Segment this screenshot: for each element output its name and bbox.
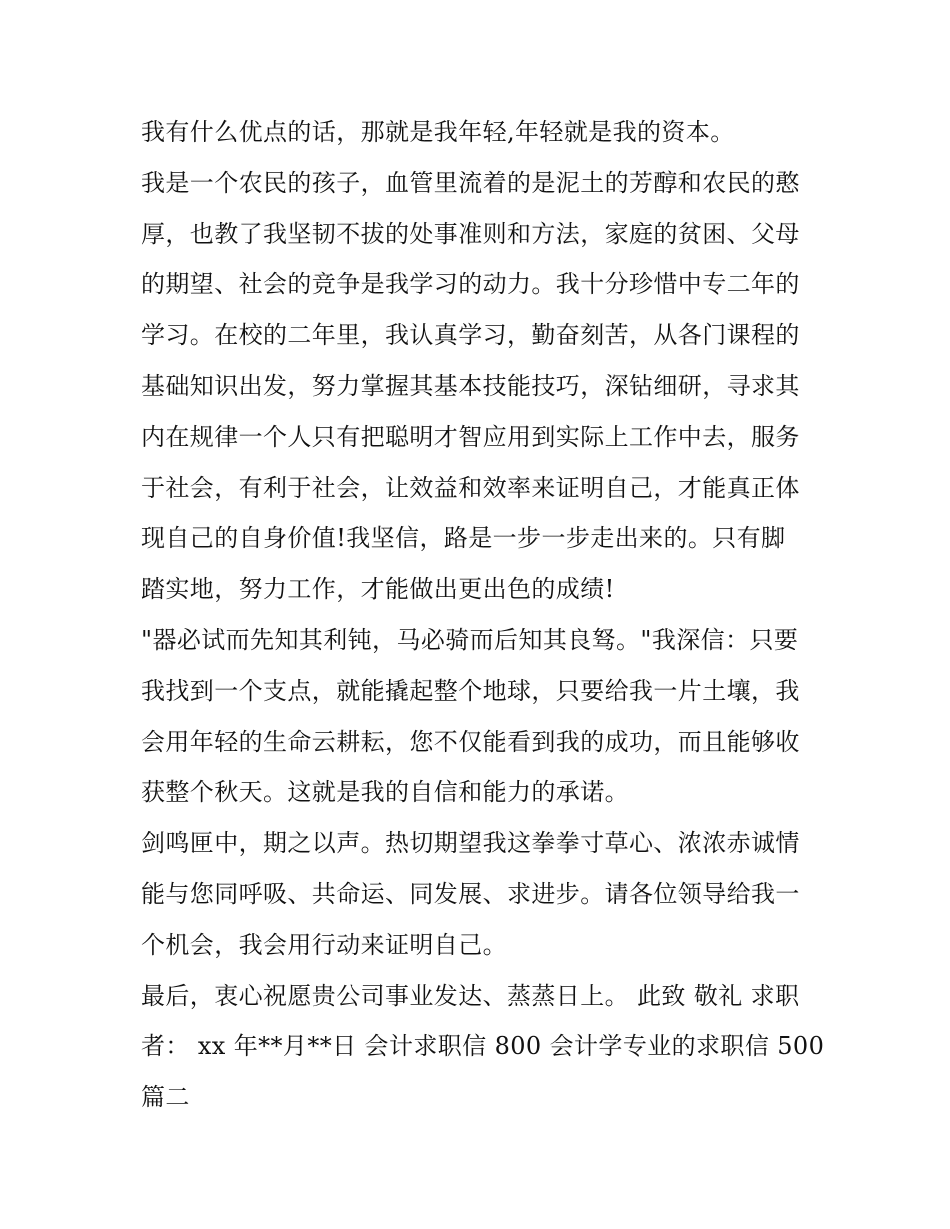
text-line: 我是一个农民的孩子，血管里流着的是泥土的芳醇和农民的憨 [141, 168, 800, 197]
text-line: 能与您同呼吸、共命运、同发展、求进步。请各位领导给我一 [141, 879, 800, 908]
text-line: 剑鸣匣中，期之以声。热切期望我这拳拳寸草心、浓浓赤诚情 [141, 829, 800, 858]
text-line: 厚，也教了我坚韧不拔的处事准则和方法，家庭的贫困、父母 [141, 219, 800, 248]
text-line: "器必试而先知其利钝，马必骑而后知其良驽。"我深信：只要 [141, 625, 799, 654]
text-line: 现自己的自身价值!我坚信，路是一步一步走出来的。只有脚 [141, 524, 786, 553]
text-line: 的期望、社会的竞争是我学习的动力。我十分珍惜中专二年的 [141, 270, 800, 299]
text-line: 篇二 [141, 1083, 190, 1112]
text-line: 获整个秋天。这就是我的自信和能力的承诺。 [141, 778, 629, 807]
text-line: 会用年轻的生命云耕耘，您不仅能看到我的成功，而且能够收 [141, 727, 800, 756]
text-line: 我有什么优点的话，那就是我年轻,年轻就是我的资本。 [141, 118, 735, 146]
text-line: 最后，衷心祝愿贵公司事业发达、蒸蒸日上。 此致 敬礼 求职 [141, 981, 800, 1010]
text-line: 者： xx 年**月**日 会计求职信 800 会计学专业的求职信 500 [141, 1032, 825, 1061]
text-line: 学习。在校的二年里，我认真学习，勤奋刻苦，从各门课程的 [141, 321, 800, 350]
document-body [141, 107, 825, 1123]
text-line: 于社会，有利于社会，让效益和效率来证明自己，才能真正体 [141, 473, 800, 502]
text-line: 我找到一个支点，就能撬起整个地球，只要给我一片土壤，我 [141, 676, 800, 705]
text-line: 内在规律一个人只有把聪明才智应用到实际上工作中去，服务 [141, 422, 800, 451]
text-line: 基础知识出发，努力掌握其基本技能技巧，深钻细研，寻求其 [141, 371, 800, 400]
text-line: 踏实地，努力工作，才能做出更出色的成绩! [141, 575, 615, 604]
text-line: 个机会，我会用行动来证明自己。 [141, 930, 507, 959]
